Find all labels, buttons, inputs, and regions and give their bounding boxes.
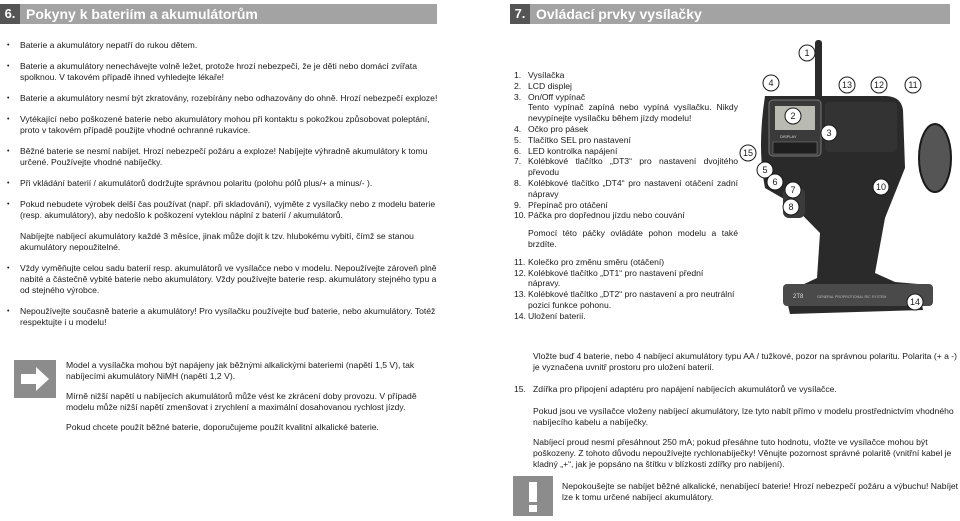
right-header-title: Ovládací prvky vysílačky [536, 6, 702, 22]
list-item: 2. LCD displej [514, 80, 572, 91]
bullet-no-charging: • Běžné baterie se nesmí nabíjet. Hrozí nebezpečí požáru a exploze! Nabíjejte výhradně akumulátory k tomu určené. Používejte vhodné nabíječky. [6, 146, 440, 168]
svg-text:2: 2 [790, 111, 796, 121]
left-header-number: 6. [0, 4, 20, 24]
no-alkaline-charging-warning: Nepokoušejte se nabíjet běžné alkalické, nenabíjecí baterie! Hrozí nebezpečí požáru a výbuchu! Nabíjet lze k tomu určené nabíjecí akumulátory. [562, 481, 959, 502]
bullet-children: • Baterie a akumulátory nepatří do rukou dětem. [6, 40, 440, 51]
bullet-storage: • Pokud nebudete výrobek delší čas používat (např. při skladování), vyjměte z vysílačky nebo z modelu baterie (resp. akumulátory), aby nedošlo k poškození vyteklou náplní z baterií / akumulátorů. [6, 199, 440, 221]
transmitter-illustration [735, 38, 960, 320]
item-15: 15. Zdířka pro připojení adaptéru pro napájení nabíjecích akumulátorů ve vysílačce. [514, 384, 837, 394]
bullet-no-mixing: • Nepoužívejte současně baterie a akumulátory! Pro vysílačku používejte buď baterie, nebo akumulátory. Totéž respektujte i u modelu! [6, 306, 440, 328]
svg-text:8: 8 [788, 202, 794, 212]
list-item: 6. LED kontrolka napájení [514, 145, 618, 156]
bullet-replace-set: • Vždy vyměňujte celou sadu baterií resp. akumulátorů ve vysílačce nebo v modelu. Nepoužívejte zároveň plně nabité a částečně vybité baterie nebo akumulátory. Vždy používejte baterie resp. akumulátory stejného typu a od stejného výrobce. [6, 263, 440, 296]
callout-6 [767, 174, 783, 190]
controls-list [514, 70, 738, 322]
note-power-types: Model a vysílačka mohou být napájeny jak běžnými alkalickými bateriemi (napětí 1,5 V), tak nabíjecími akumulátory NiMH (napětí 1,2 V). [66, 360, 415, 381]
svg-text:15: 15 [742, 148, 754, 158]
svg-text:3: 3 [826, 128, 832, 138]
list-item-desc: Tento vypínač zapíná nebo vypíná vysílačku. Nikdy nevypínejte vysílačku během jízdy modelu! [528, 102, 738, 124]
device-model: 2T8 [793, 294, 804, 300]
svg-text:11: 11 [908, 80, 918, 90]
callout-3 [821, 125, 837, 141]
list-item: 10. Páčka pro dopřednou jízdu nebo couvání [514, 210, 685, 221]
callout-14 [907, 294, 923, 310]
list-item: 8. Kolébkové tlačítko „DT4“ pro nastavení otáčení zadní nápravy [514, 177, 738, 199]
charging-current-note: Nabíjecí proud nesmí přesáhnout 250 mA; pokud přesáhne tuto hodnotu, vložte ve vysílačce mohou být poškozeny. Z tohoto důvodu nepoužívejte rychlonabíječky! Věnujte pozornost správné polaritě (vnitřní kabel je kladný „+“, jak je popsáno na štítku v blízkosti zdířky pro nabíjení). [533, 437, 952, 469]
list-item: 12. Kolébkové tlačítko „DT1“ pro nastavení přední nápravy. [514, 267, 704, 289]
svg-text:7: 7 [790, 185, 796, 195]
callout-2 [785, 108, 801, 124]
display-label: DISPLAY [780, 134, 797, 139]
list-item-desc: Pomocí této páčky ovládáte pohon modelu a také brzdíte. [528, 228, 738, 249]
svg-text:13: 13 [841, 80, 853, 90]
list-item: 9. Přepínač pro otáčení [514, 199, 608, 210]
note-box [8, 360, 438, 460]
list-item: 14. Uložení baterií. [514, 310, 586, 321]
bullet-swallow: • Baterie a akumulátory nenechávejte volně ležet, protože hrozí nebezpečí, že je děti nebo domácí zvířata spolknou. V takovém případě ihned vyhledejte lékaře! [6, 61, 440, 83]
svg-text:5: 5 [762, 165, 768, 175]
list-item: 3. On/Off vypínač [514, 91, 586, 102]
list-item: 1. Vysílačka [514, 70, 565, 80]
warning-exclamation-icon [513, 476, 553, 516]
list-item: 13. Kolébkové tlačítko „DT2“ pro nastavení a pro neutrální pozici funkce pohonu. [514, 289, 735, 310]
callout-4 [763, 75, 779, 91]
callout-15 [740, 145, 756, 161]
antenna [815, 40, 822, 104]
list-item: 7. Kolébkové tlačítko „DT3“ pro nastavení dvojitého převodu [514, 156, 738, 178]
device-strip-text: GENERAL PROPROTIONAL R/C SYSTEM [817, 295, 887, 299]
svg-text:12: 12 [873, 80, 885, 90]
battery-instructions [6, 40, 440, 338]
svg-text:1: 1 [804, 48, 810, 58]
callout-12 [871, 77, 887, 93]
led-strip [773, 142, 817, 154]
bullet-short-circuit: • Baterie a akumulátory nesmí být zkratovány, rozebírány nebo odhazovány do ohně. Hrozí nebezpečí exploze! [6, 93, 440, 104]
svg-text:10: 10 [875, 182, 887, 192]
note-lower-voltage: Mírně nižší napětí u nabíjecích akumulátorů může vést ke zkrácení doby provozu. V případě modelu může nižší napětí zmenšovat i zrychlení a maximální dosahovanou rychlost jízdy. [66, 391, 417, 412]
list-item: 5. Tlačítko SEL pro nastavení [514, 134, 631, 145]
note-alkaline: Pokud chcete použít běžné baterie, doporučujeme použít kvalitní alkalické baterie. [66, 422, 379, 432]
callout-7 [785, 182, 801, 198]
list-item: 11. Kolečko pro změnu směru (otáčení) [514, 256, 665, 267]
charge-every-3-months: Nabíjejte nabíjecí akumulátory každé 3 měsíce, jinak může dojít k tzv. hlubokému vybití, čímž se stanou akumulátory nepoužitelné. [20, 231, 414, 252]
left-header-title: Pokyny k bateriím a akumulátorům [26, 6, 258, 22]
right-header-number: 7. [510, 4, 530, 24]
right-panel [825, 102, 897, 152]
arrow-right-icon [14, 360, 56, 398]
steering-wheel [919, 124, 951, 192]
list-item: 4. Očko pro pásek [514, 123, 589, 134]
bullet-polarity: • Při vkládání baterií / akumulátorů dodržujte správnou polaritu (polohu pólů plus/+ a minus/- ). [6, 178, 440, 189]
svg-text:6: 6 [772, 177, 778, 187]
callout-13 [839, 77, 855, 93]
callout-10 [873, 179, 889, 195]
charging-cable-note: Pokud jsou ve vysílačce vloženy nabíjecí akumulátory, lze tyto nabít přímo v modelu prostřednictvím vhodného nabíjecího kabelu a nabíječky. [533, 406, 954, 427]
callout-1 [799, 45, 815, 61]
callout-11 [905, 77, 921, 93]
svg-text:4: 4 [768, 78, 774, 88]
battery-insert-note: Vložte buď 4 baterie, nebo 4 nabíjecí akumulátory typu AA / tužkové, pozor na správnou polaritu. Polarita (+ a -) je vyznačena uvnitř prostoru pro uložení baterií. [533, 351, 957, 372]
bullet-leaking: • Vytékající nebo poškozené baterie nebo akumulátory mohou při kontaktu s pokožkou způsobovat poleptání, proto v takovém případě použijte vhodné ochranné rukavice. [6, 114, 440, 136]
callout-8 [783, 199, 799, 215]
svg-text:14: 14 [909, 297, 921, 307]
